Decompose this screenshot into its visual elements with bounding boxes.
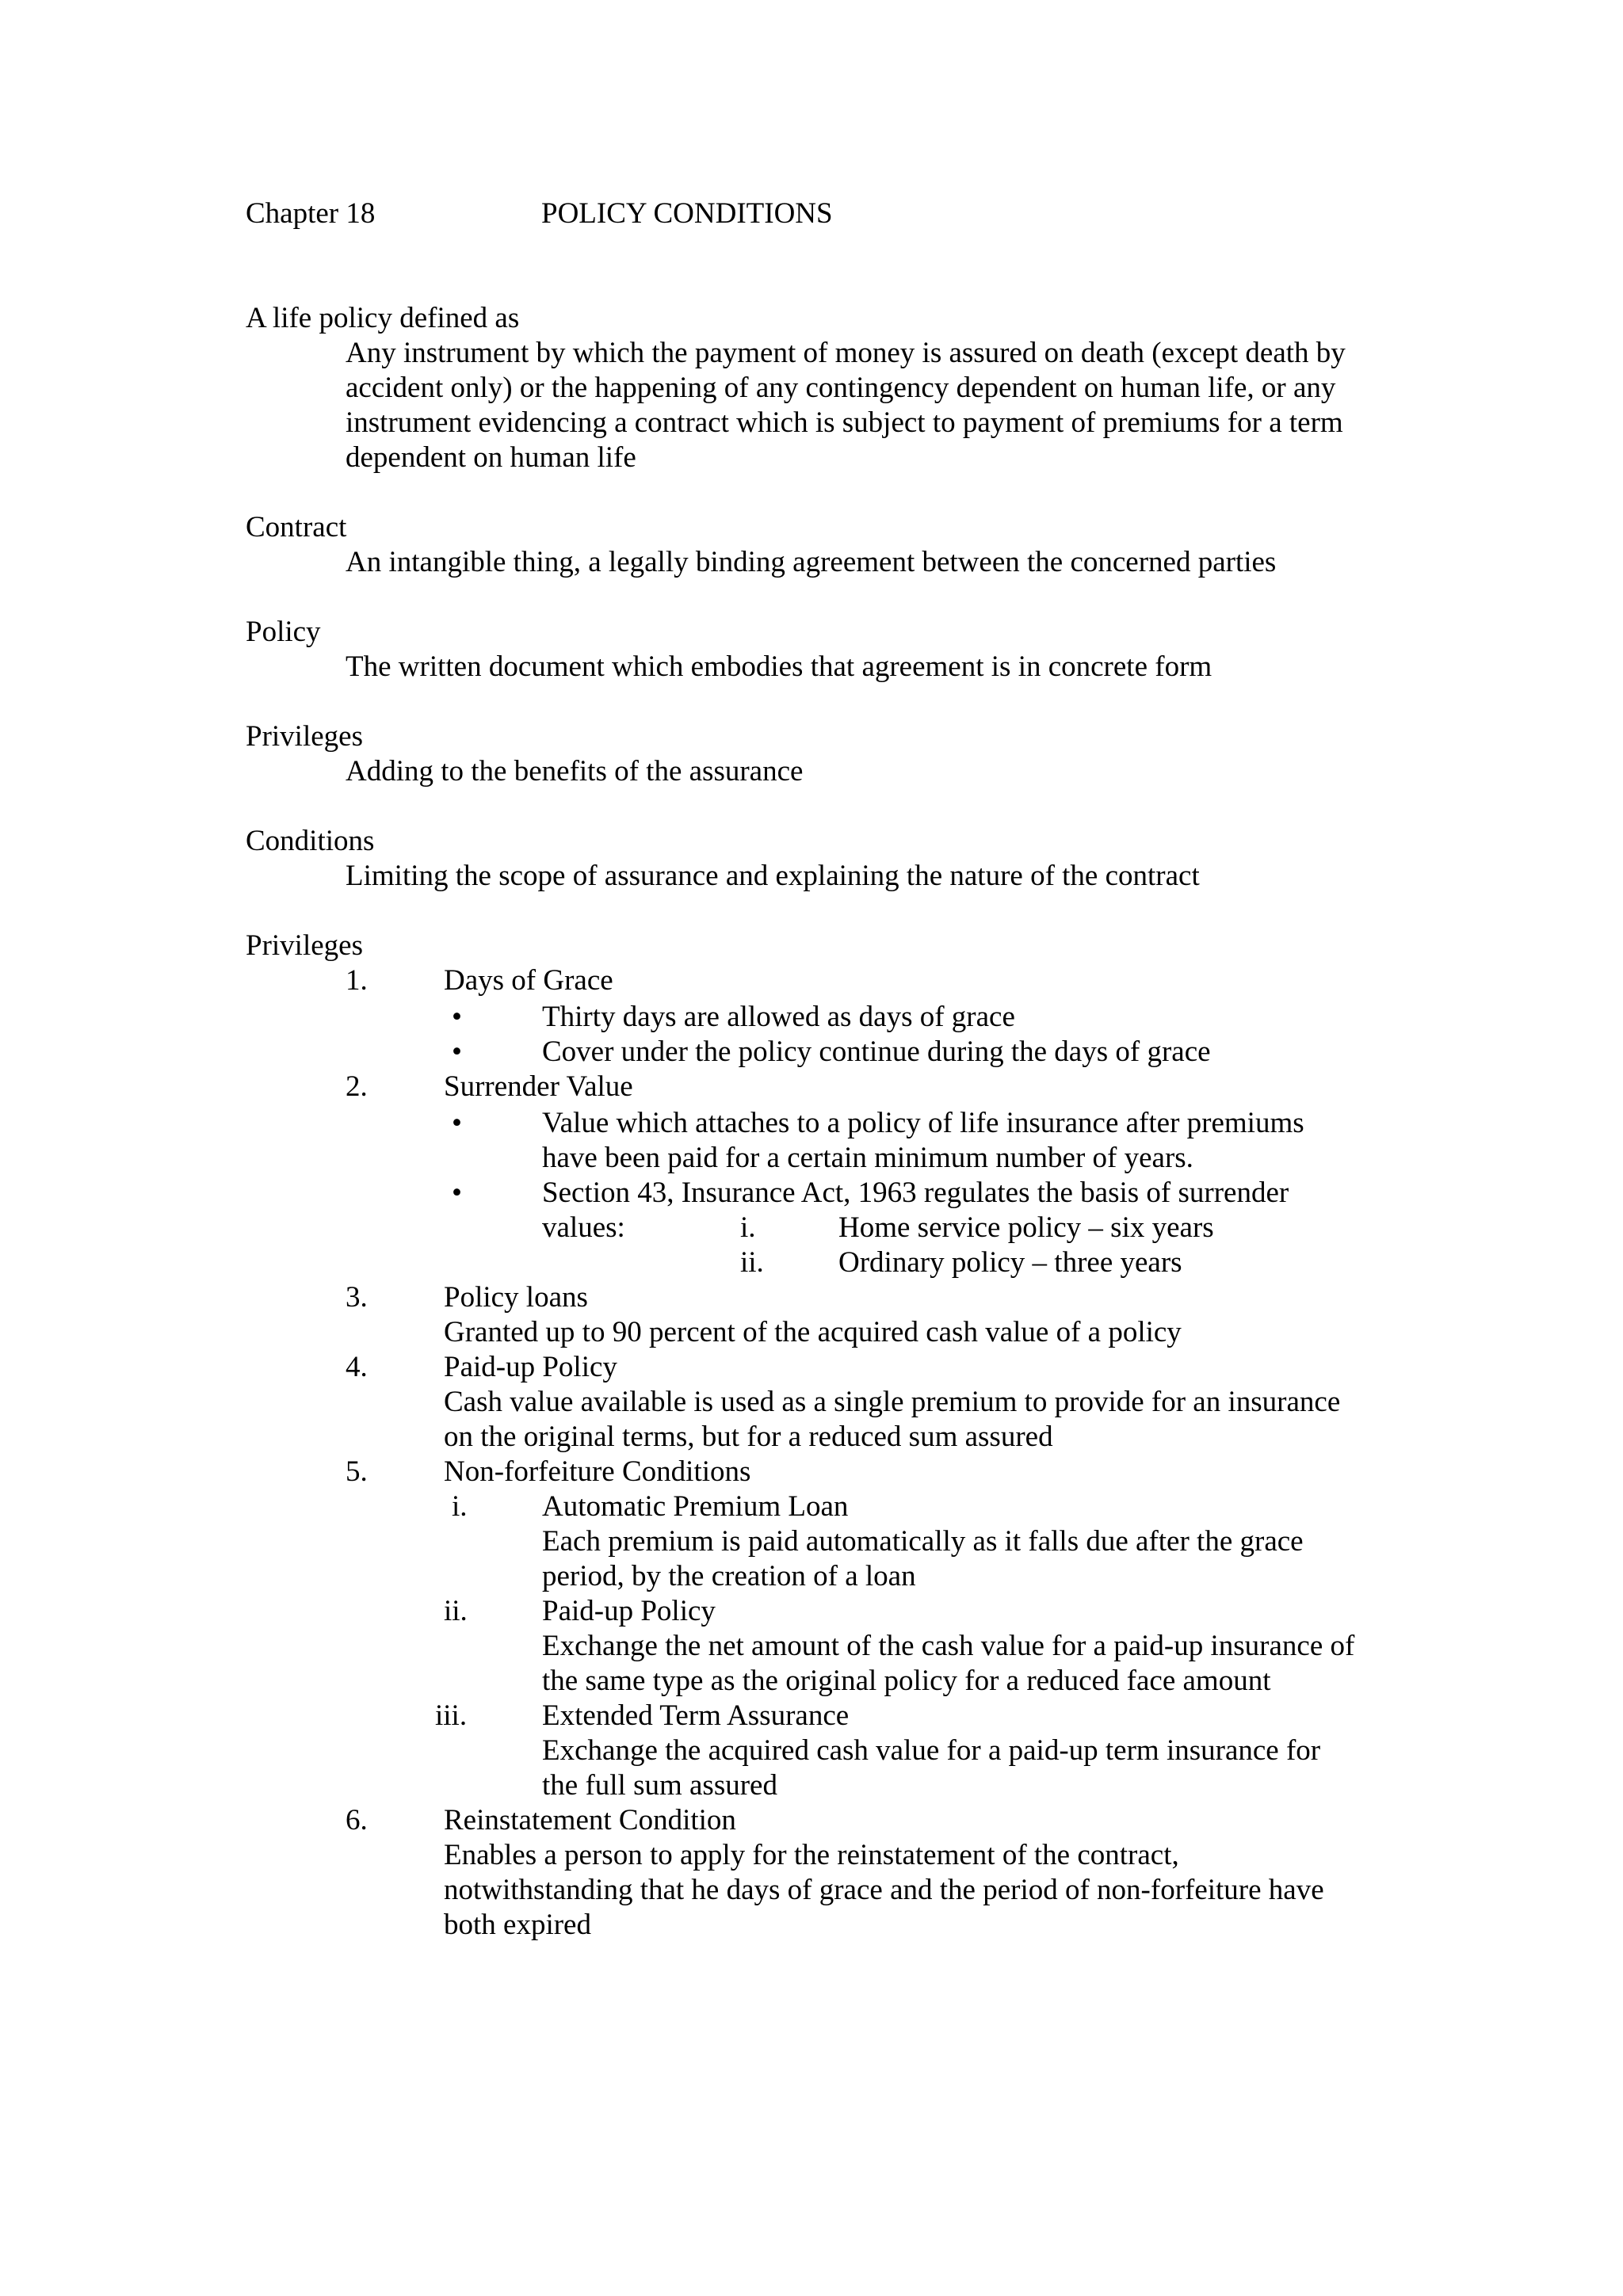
bullet-text — [542, 1106, 1304, 1176]
list-number: 6. — [346, 1804, 368, 1836]
definition-term-life-policy: A life policy defined as — [246, 302, 520, 334]
list-item-title: Policy loans — [444, 1281, 588, 1314]
list-number: 1. — [346, 964, 368, 997]
definition-line: accident only) or the happening of any contingency dependent on human life, or any — [346, 372, 1336, 404]
sub-item-text: Ordinary policy – three years — [838, 1246, 1182, 1279]
definition-text-conditions: Limiting the scope of assurance and explaining the nature of the contract — [346, 860, 1200, 892]
sub-number: i. — [740, 1211, 756, 1244]
text-line: the full sum assured — [542, 1769, 777, 1802]
text-line: both expired — [444, 1909, 591, 1941]
sub-number: ii. — [740, 1246, 764, 1279]
definition-text-policy: The written document which embodies that agreement is in concrete form — [346, 650, 1212, 683]
list-item-text — [444, 1838, 1324, 1943]
definition-term-contract: Contract — [246, 511, 347, 543]
definition-term-policy: Policy — [246, 616, 321, 648]
privileges-list-heading: Privileges — [246, 929, 363, 962]
list-number: 2. — [346, 1070, 368, 1103]
definition-term-privileges: Privileges — [246, 720, 363, 753]
sub-number: ii. — [444, 1595, 468, 1627]
definition-line: Any instrument by which the payment of money is assured on death (except death by — [346, 337, 1346, 369]
sub-number: i. — [452, 1490, 468, 1523]
sub-item-text — [542, 1629, 1354, 1699]
list-number: 5. — [346, 1455, 368, 1488]
bullet-line: have been paid for a certain minimum number of years. — [542, 1142, 1193, 1174]
list-item-title: Surrender Value — [444, 1070, 633, 1103]
text-line: period, by the creation of a loan — [542, 1560, 916, 1592]
list-item-title: Reinstatement Condition — [444, 1804, 736, 1836]
sub-item-text: Home service policy – six years — [838, 1211, 1214, 1244]
definition-line: instrument evidencing a contract which is subject to payment of premiums for a term — [346, 406, 1343, 439]
bullet-text: Thirty days are allowed as days of grace — [542, 1001, 1015, 1033]
text-line: notwithstanding that he days of grace and the period of non-forfeiture have — [444, 1874, 1324, 1906]
text-line: Exchange the net amount of the cash value for a paid-up insurance of — [542, 1630, 1355, 1662]
definition-text-contract: An intangible thing, a legally binding agreement between the concerned parties — [346, 546, 1277, 578]
text-line: Cash value available is used as a single premium to provide for an insurance — [444, 1386, 1341, 1418]
bullet-icon: • — [452, 1177, 462, 1209]
sub-item-text — [542, 1733, 1320, 1803]
list-item-title: Non-forfeiture Conditions — [444, 1455, 751, 1488]
chapter-title: POLICY CONDITIONS — [541, 197, 833, 230]
list-item-title: Paid-up Policy — [444, 1351, 617, 1383]
bullet-icon: • — [452, 1035, 462, 1068]
list-item-text — [444, 1385, 1340, 1455]
text-line: Enables a person to apply for the reinstatement of the contract, — [444, 1839, 1179, 1871]
list-item-text: Granted up to 90 percent of the acquired cash value of a policy — [444, 1316, 1182, 1348]
bullet-text: Cover under the policy continue during the days of grace — [542, 1035, 1211, 1068]
bullet-icon: • — [452, 1107, 462, 1139]
text-line: Exchange the acquired cash value for a paid-up term insurance for — [542, 1734, 1321, 1767]
bullet-text: Section 43, Insurance Act, 1963 regulates the basis of surrender — [542, 1177, 1289, 1209]
chapter-number: Chapter 18 — [246, 197, 376, 230]
text-line: Each premium is paid automatically as it falls due after the grace — [542, 1525, 1304, 1558]
sub-item-title: Paid-up Policy — [542, 1595, 716, 1627]
list-number: 3. — [346, 1281, 368, 1314]
definition-text-privileges: Adding to the benefits of the assurance — [346, 755, 804, 788]
sub-number: iii. — [435, 1699, 468, 1732]
list-number: 4. — [346, 1351, 368, 1383]
bullet-icon: • — [452, 1001, 462, 1033]
sub-item-text — [542, 1524, 1304, 1594]
bullet-text-prefix: values: — [542, 1211, 625, 1244]
text-line: the same type as the original policy for a reduced face amount — [542, 1665, 1271, 1697]
list-item-title: Days of Grace — [444, 964, 613, 997]
definition-line: dependent on human life — [346, 441, 636, 474]
definition-term-conditions: Conditions — [246, 825, 375, 857]
definition-text-life-policy — [346, 336, 1346, 475]
text-line: on the original terms, but for a reduced sum assured — [444, 1421, 1053, 1453]
sub-item-title: Extended Term Assurance — [542, 1699, 850, 1732]
bullet-line: Value which attaches to a policy of life insurance after premiums — [542, 1107, 1304, 1139]
sub-item-title: Automatic Premium Loan — [542, 1490, 849, 1523]
